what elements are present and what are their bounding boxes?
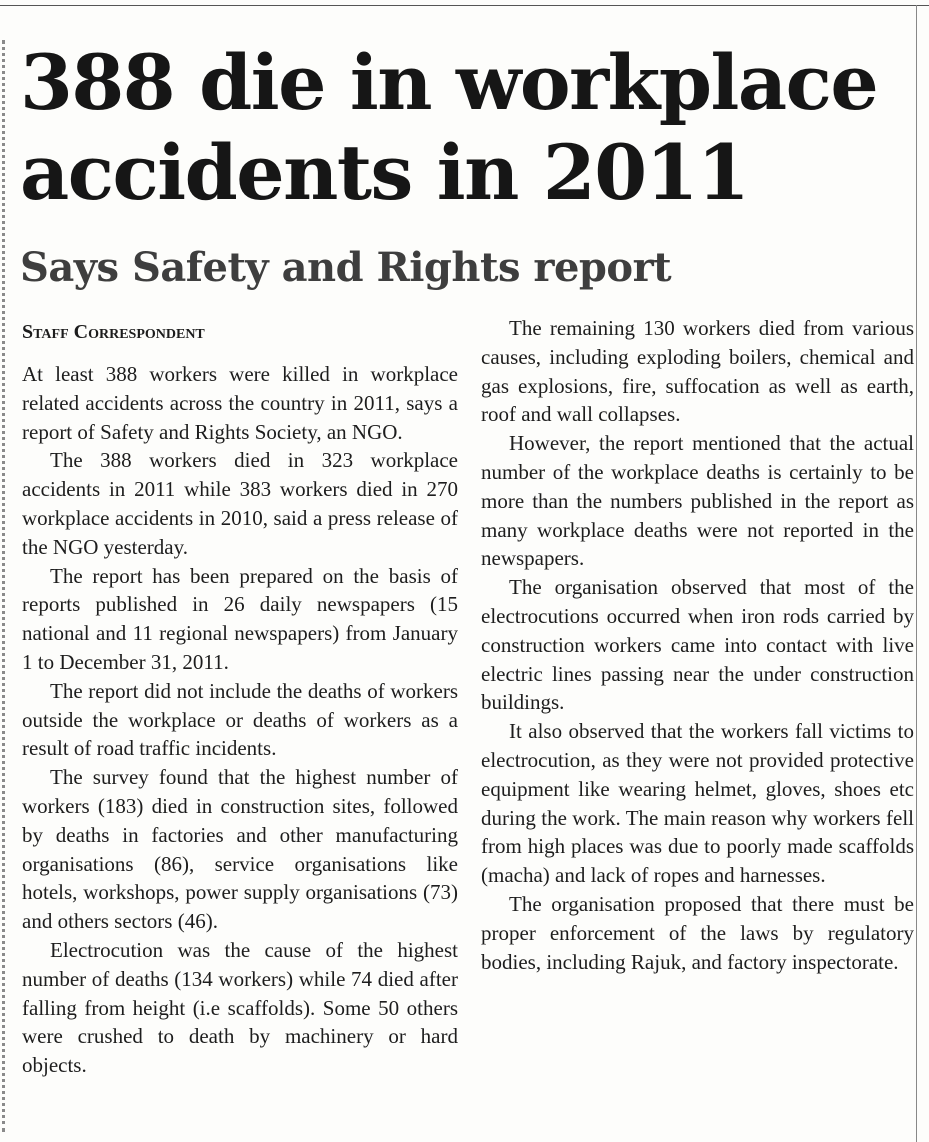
paragraph-9: The organisation observed that most of the electrocutions occurred when iron rods carried by construction workers came into contact with live electric lines passing near the under construction buildings. [481, 575, 914, 715]
paragraph-5: The survey found that the highest number of workers (183) died in construction sites, followed by deaths in factories and other manufacturing organisations (86), service organisations like hotels, workshops, power supply organisations (73) and others sectors (46). [22, 765, 458, 934]
headline: 388 die in workplace accidents in 2011 [20, 38, 878, 217]
top-border-rule [0, 5, 929, 6]
paragraph-2: The 388 workers died in 323 workplace accidents in 2011 while 383 workers died in 270 workplace accidents in 2010, said a press release of the NGO yesterday. [22, 448, 458, 559]
byline: Staff Correspondent [22, 321, 205, 343]
left-column [22, 360, 458, 1080]
paragraph-4: The report did not include the deaths of workers outside the workplace or deaths of workers as a result of road traffic incidents. [22, 678, 458, 761]
right-column [481, 314, 914, 976]
paragraph-7: The remaining 130 workers died from various causes, including exploding boilers, chemical and gas explosions, fire, suffocation as well as earth, roof and wall collapses. [481, 316, 914, 427]
subheadline: Says Safety and Rights report [20, 244, 672, 291]
paragraph-1: At least 388 workers were killed in workplace related accidents across the country in 2011, says a report of Safety and Rights Society, an NGO. [22, 362, 458, 444]
paragraph-3: The report has been prepared on the basis of reports published in 26 daily newspapers (15 national and 11 regional newspapers) from January 1 to December 31, 2011. [22, 563, 458, 674]
left-dotted-cut-line [2, 40, 5, 1132]
paragraph-10: It also observed that the workers fall victims to electrocution, as they were not provided protective equipment like wearing helmet, gloves, shoes etc during the work. The main reason why workers fell from high places was due to poorly made scaffolds (macha) and lack of ropes and harnesses. [481, 719, 914, 888]
paragraph-6: Electrocution was the cause of the highest number of deaths (134 workers) while 74 died after falling from height (i.e scaffolds). Some 50 others were crushed to death by machinery or hard objects. [22, 937, 458, 1078]
paragraph-11: The organisation proposed that there must be proper enforcement of the laws by regulatory bodies, including Rajuk, and factory inspectorate. [481, 891, 914, 974]
paragraph-8: However, the report mentioned that the actual number of the workplace deaths is certainly to be more than the numbers published in the report as many workplace deaths were not reported in the newspapers. [481, 431, 914, 571]
